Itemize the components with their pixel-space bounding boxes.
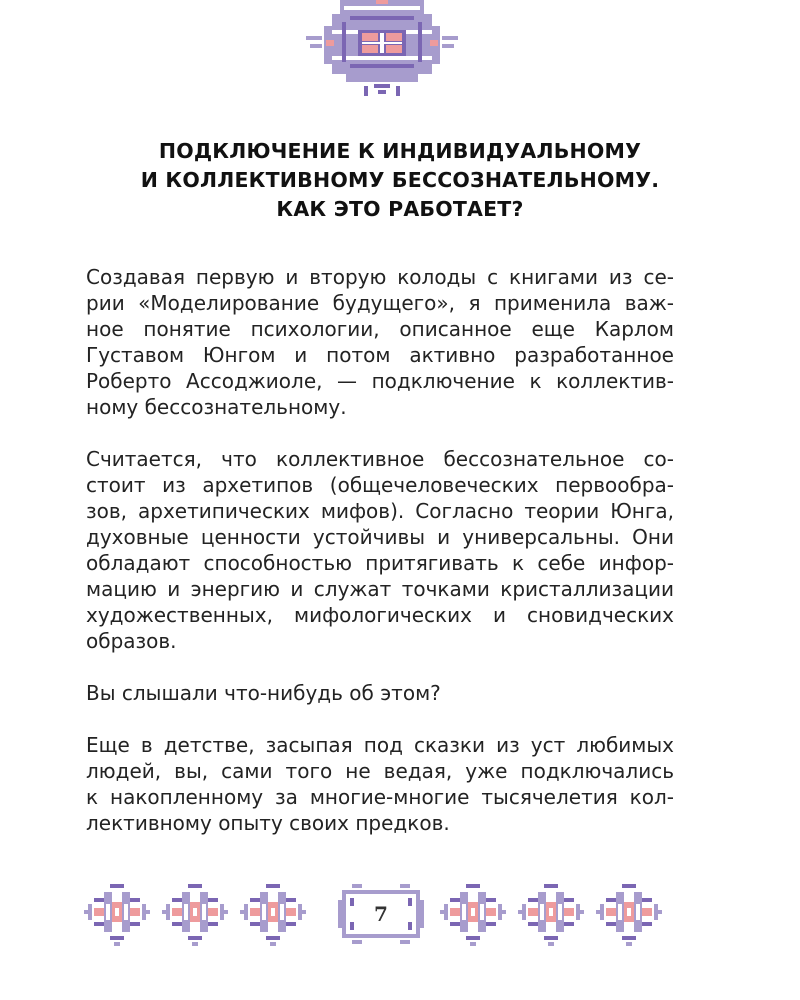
text-line: Еще в детстве, засыпая под сказки из уст любимых xyxy=(86,733,674,757)
text-line: зов, архетипических мифов). Согласно теории Юнга, xyxy=(86,499,674,523)
text-line: ному бессознательному. xyxy=(86,395,347,419)
text-line: Создавая первую и вторую колоды с книгами из се- xyxy=(86,265,674,289)
paragraph xyxy=(86,732,674,836)
text-line: мацию и энергию и служат точками кристаллизации xyxy=(86,577,674,601)
text-line: Считается, что коллективное бессознательное со- xyxy=(86,447,674,471)
text-line: Роберто Ассоджиоле, — подключение к коллектив- xyxy=(86,369,674,393)
text-line: стоит из архетипов (общечеловеческих первообра- xyxy=(86,473,674,497)
text-line: рии «Моделирование будущего», я применила важ- xyxy=(86,291,674,315)
text-line: художественных, мифологических и сновидческих xyxy=(86,603,674,627)
footer-ornament-right-icon xyxy=(438,882,670,946)
top-ornament-icon xyxy=(302,0,462,102)
title-line: ПОДКЛЮЧЕНИЕ К ИНДИВИДУАЛЬНОМУ xyxy=(158,139,642,163)
text-line: людей, вы, сами того не ведая, уже подключались xyxy=(86,759,674,783)
footer-ornament-left-icon xyxy=(82,882,324,946)
paragraph xyxy=(86,446,674,654)
page-number: 7 xyxy=(374,902,388,926)
paragraph xyxy=(86,680,674,706)
title-line: И КОЛЛЕКТИВНОМУ БЕССОЗНАТЕЛЬНОМУ. xyxy=(140,168,660,192)
page-number-box xyxy=(338,882,424,946)
text-line: духовные ценности устойчивы и универсальны. Они xyxy=(86,525,674,549)
body-text xyxy=(86,264,674,862)
text-line: обладают способностью притягивать к себе инфор- xyxy=(86,551,674,575)
text-line: Вы слышали что-нибудь об этом? xyxy=(86,681,441,705)
text-line: лективному опыту своих предков. xyxy=(86,811,450,835)
text-line: к накопленному за многие-многие тысячелетия кол- xyxy=(86,785,674,809)
text-line: ное понятие психологии, описанное еще Карлом xyxy=(86,317,674,341)
paragraph xyxy=(86,264,674,420)
page-title xyxy=(80,137,720,224)
text-line: образов. xyxy=(86,629,177,653)
title-line: КАК ЭТО РАБОТАЕТ? xyxy=(276,197,524,221)
text-line: Густавом Юнгом и потом активно разработанное xyxy=(86,343,674,367)
